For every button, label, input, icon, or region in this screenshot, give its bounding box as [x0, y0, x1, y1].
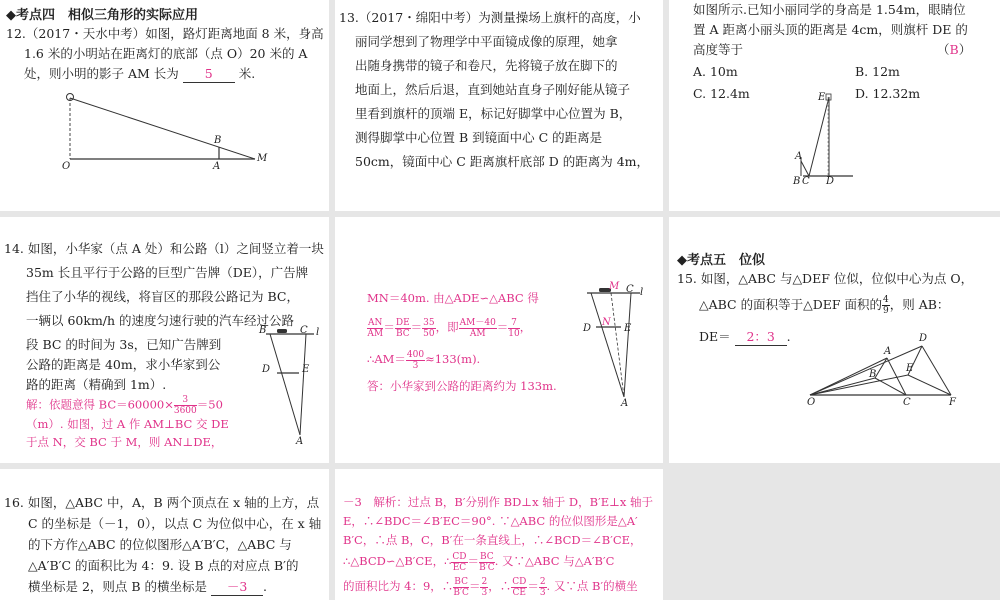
q13-answer-bracket: （B） — [937, 42, 972, 57]
fig14b-label-E: E — [624, 323, 632, 334]
q14-line-7: 路的距离（精确到 1m）. — [26, 377, 167, 392]
frac-den: 50 — [423, 328, 435, 339]
fig14b-label-M: M — [609, 281, 620, 292]
question-12-panel — [0, 0, 329, 211]
frac-num: AM－40 — [459, 317, 496, 328]
am-approx: ≈133(m). — [425, 352, 481, 366]
q16-sol-line-2: E，∴∠BDC＝∠B′EC＝90°. ∵△ABC 的位似图形是△A′ — [343, 514, 638, 528]
q14-line-1: 14. 如图，小华家（点 A 处）和公路（l）之间竖立着一块 — [4, 241, 324, 256]
fig15-label-A: A — [884, 346, 892, 357]
frac-den: BC — [395, 328, 410, 339]
fig14b-label-D: D — [583, 323, 592, 334]
fig14-label-l: l — [316, 327, 320, 338]
frac-den: 3 — [539, 587, 546, 598]
frac-num: 4 — [883, 295, 889, 305]
frac-den: CE — [512, 587, 526, 598]
q14-line-2: 35m 长且平行于公路的巨型广告牌（DE），广告牌 — [26, 265, 309, 280]
q16-sol-tail-5: . 又∵点 B′的横坐 — [546, 579, 638, 593]
question-14-panel — [0, 217, 329, 463]
q16-sol-line-5: 的面积比为 4：9，∴ $\frac{BC}{B'C}$ ＝ $\frac{2}{3}$ ，∴ $\frac{CD}{CE}$ ＝ $\frac{2}{3}$ . 又∵点 B′的横坐 — [343, 576, 638, 598]
section-heading-4: ◆考点四 相似三角形的实际应用 — [6, 8, 198, 23]
q14-solution-text-1: 解：依题意得 BC＝60000× — [26, 397, 174, 412]
q13c-line-1: 如图所示.已知小丽同学的身高是 1.54m，眼睛位 — [693, 2, 966, 17]
eq-comma: ， — [519, 320, 532, 334]
fig14b-billboard-diagram — [335, 217, 663, 463]
frac-num: BC — [454, 576, 468, 587]
fig14-label-E: E — [302, 364, 310, 375]
frac-den: B′C — [479, 562, 495, 573]
question-16-panel — [0, 469, 329, 600]
fig13-mirror-diagram — [669, 0, 1000, 211]
q13-option-a: A. 10m — [693, 64, 738, 79]
q15-tail: . — [786, 329, 791, 344]
fig15-label-O: O — [807, 397, 816, 408]
question-13-panel — [335, 0, 663, 211]
fig12-lamp-diagram — [0, 0, 329, 211]
q13-line-1: 13.（2017・绵阳中考）为测量操场上旗杆的高度，小 — [339, 10, 641, 25]
q15-line-3-text: DE＝ — [699, 329, 731, 344]
q16-sol-text-4: ∴△BCD∽△B′CE，∴ — [343, 554, 452, 568]
fig15-label-D: D — [919, 333, 928, 344]
frac-2-3-b — [539, 577, 547, 598]
q14-line-3: 挡住了小华的视线，将盲区的那段公路记为 BC， — [26, 289, 299, 304]
frac-num: 7 — [508, 318, 519, 329]
fig12-label-B: B — [214, 135, 222, 146]
frac-num: DE — [395, 317, 410, 328]
q15-line-2-text: △ABC 的面积等于△DEF 面积的 — [699, 297, 883, 312]
frac-bc-b1c — [479, 552, 495, 573]
fig13-label-B: B — [793, 176, 801, 187]
q13-answer: B — [949, 42, 959, 57]
q13-line-6: 测得脚掌中心位置 B 到镜面中心 C 的距离是 — [355, 130, 603, 145]
q13-line-2: 丽同学想到了物理学中平面镜成像的原理，她拿 — [355, 34, 618, 49]
q16-line-5-text: 横坐标是 2，则点 B 的横坐标是 — [28, 579, 208, 594]
fig15-label-F: F — [949, 397, 956, 408]
q16-sol-tail-4: . 又∵△ABC 与△A′B′C — [494, 554, 615, 568]
eq-sign: ＝ — [410, 320, 423, 334]
am-prefix: ∴AM＝ — [367, 352, 406, 366]
q16-line-3: 的下方作△ABC 的位似图形△A′B′C，△ABC 与 — [28, 537, 292, 552]
q12-line-1: 12.（2017・天水中考）如图，路灯距离地面 8 米，身高 — [6, 26, 324, 41]
q12-unit: 米. — [238, 66, 256, 81]
q16-line-2: C 的坐标是（－1，0），以点 C 为位似中心，在 x 轴 — [28, 516, 322, 531]
question-16-solution-panel — [335, 469, 663, 600]
frac-num: AN — [368, 317, 383, 328]
q13-option-c: C. 12.4m — [693, 86, 750, 101]
q15-line-2-tail: ，则 AB： — [889, 297, 950, 312]
q13-line-4: 地面上，然后后退，直到她站直身子刚好能从镜子 — [355, 82, 631, 97]
fig14-label-A: A — [296, 436, 304, 447]
fig14b-label-N: N — [602, 317, 611, 328]
q14-frac-num: 3 — [174, 395, 197, 406]
q12-line-3-text: 处，则小明的影子 AM 长为 — [24, 66, 179, 81]
q16-sol-line-1: －3 解析：过点 B，B′分别作 BD⊥x 轴于 D，B′E⊥x 轴于 — [343, 495, 654, 509]
q14-sol-answer: 答：小华家到公路的距离约为 133m. — [367, 379, 557, 393]
frac-den: B′C — [453, 587, 469, 598]
question-13-continued-panel — [669, 0, 1000, 211]
q13-line-5: 里看到旗杆的顶端 E，标记好脚掌中心位置为 B， — [355, 106, 632, 121]
frac-den: 3 — [481, 587, 488, 598]
fig15-label-E: E — [906, 363, 914, 374]
q14-line-4: 一辆以 60km/h 的速度匀速行驶的汽车经过公路 — [26, 313, 295, 328]
frac-den: EC — [452, 562, 467, 573]
fig15-homothety-diagram — [669, 217, 1000, 463]
frac-cd-ce — [511, 577, 527, 598]
q16-tail: . — [263, 579, 268, 594]
q15-answer: 2：3 — [735, 329, 787, 346]
q14-solution-tail: ＝50 — [196, 397, 223, 412]
q16-answer: －3 — [211, 579, 263, 596]
frac-2-3 — [480, 577, 488, 598]
fig14b-label-C: C — [626, 284, 634, 295]
fig14b-label-A: A — [621, 398, 629, 409]
frac-num: BC — [480, 551, 494, 562]
fig14b-label-l: l — [640, 287, 644, 298]
frac-den: AM — [469, 328, 486, 339]
section-heading-5: ◆考点五 位似 — [677, 253, 765, 268]
q13c-line-2: 置 A 距离小丽头顶的距离是 4cm，则旗杆 DE 的 — [693, 22, 968, 37]
frac-num: 2 — [539, 576, 546, 587]
frac-num: 35 — [423, 317, 435, 328]
fig14-billboard-diagram — [0, 217, 329, 463]
frac-num: 400 — [406, 349, 425, 360]
q16-line-5 — [28, 577, 267, 597]
q12-answer: 5 — [183, 66, 235, 83]
fig12-label-O: O — [62, 161, 71, 172]
q14-solution-line-2: （m）. 如图，过 A 作 AM⊥BC 交 DE — [26, 417, 229, 431]
frac-num: 2 — [481, 576, 488, 587]
fig13-label-C: C — [802, 176, 810, 187]
eq-sign: ＝ — [496, 320, 509, 334]
fig12-label-A: A — [213, 161, 221, 172]
fig13-label-A: A — [795, 151, 803, 162]
q13-line-3: 出随身携带的镜子和卷尺，先将镜子放在脚下的 — [355, 58, 618, 73]
q13-option-d: D. 12.32m — [855, 86, 921, 101]
q13c-line-3: 高度等于 — [693, 42, 744, 57]
q14-solution-line-3: 于点 N，交 BC 于 M，则 AN⊥DE， — [26, 435, 223, 449]
q14-line-5: 段 BC 的时间为 3s，已知广告牌到 — [26, 337, 222, 352]
frac-den: 9 — [883, 306, 889, 316]
eq-text: ，即 — [435, 320, 459, 334]
frac-cd-ec — [451, 552, 467, 573]
empty-panel — [669, 469, 1000, 600]
fig13-label-E: E — [818, 92, 826, 103]
frac-num: CD — [512, 576, 527, 587]
fig13-label-D: D — [826, 176, 835, 187]
q14-frac-den: 3600 — [173, 406, 197, 416]
q16-sol-line-4: ∴△BCD∽△B′CE，∴ $\frac{CD}{EC}$ ＝ $\frac{BC}{B'C}$ . 又∵△ABC 与△A′B′C — [343, 551, 615, 573]
question-15-panel — [669, 217, 1000, 463]
frac-den: AM — [367, 328, 384, 339]
q14-sol-line-4: MN＝40m. 由△ADE∽△ABC 得 — [367, 291, 539, 305]
q13-line-7: 50cm，镜面中心 C 距离旗杆底部 D 的距离为 4m， — [355, 154, 650, 169]
question-14-solution-panel — [335, 217, 663, 463]
q12-line-2: 1.6 米的小明站在距离灯的底部（点 O）20 米的 A — [24, 46, 308, 61]
fig15-label-C: C — [903, 397, 911, 408]
q14-line-6: 公路的距离是 40m，求小华家到公 — [26, 357, 221, 372]
q16-line-4: △A′B′C 的面积比为 4：9. 设 B 点的对应点 B′的 — [28, 558, 299, 573]
q13-option-b: B. 12m — [855, 64, 900, 79]
frac-den: 10 — [508, 328, 520, 339]
frac-den: 3 — [412, 360, 419, 371]
eq-sign: ＝ — [383, 320, 395, 334]
q16-sol-line-3: B′C，∴点 B，C，B′在一条直线上，∴∠BCD＝∠B′CE， — [343, 533, 642, 547]
fig14-label-C: C — [300, 325, 308, 336]
q15-line-1: 15. 如图，△ABC 与△DEF 位似，位似中心为点 O， — [677, 271, 974, 286]
frac-bc-b1c-2 — [453, 577, 469, 598]
fig12-label-M: M — [257, 153, 268, 164]
q16-line-1: 16. 如图，△ABC 中，A，B 两个顶点在 x 轴的上方，点 — [4, 495, 320, 510]
q16-sol-text-5: 的面积比为 4：9，∴ — [343, 579, 454, 593]
fig14-label-D: D — [262, 364, 271, 375]
fig15-label-B: B — [869, 369, 877, 380]
fig14-label-B: B — [259, 325, 267, 336]
frac-num: CD — [452, 551, 467, 562]
